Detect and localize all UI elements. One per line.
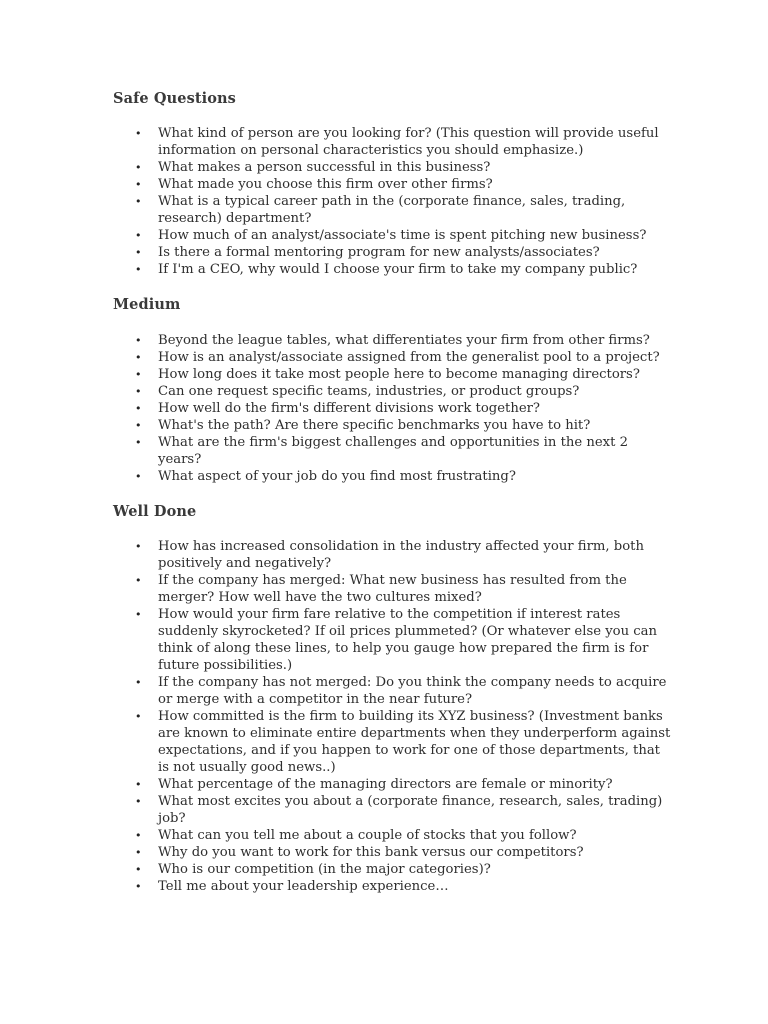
- list-item: • How would your firm fare relative to the competition if interest rates suddenly skyrocketed? If oil prices plummeted? (Or whatever else you can think of along these lines, to help you gauge how prepared the firm is for future possibilities.): [135, 607, 658, 673]
- list-item: • How long does it take most people here to become managing directors?: [135, 367, 640, 382]
- bullet-icon: •: [135, 385, 142, 398]
- bullet-icon: •: [135, 368, 142, 381]
- bullet-icon: •: [135, 229, 142, 242]
- list-item: • Can one request specific teams, industries, or product groups?: [135, 384, 580, 399]
- list-item: • If I'm a CEO, why would I choose your firm to take my company public?: [135, 262, 638, 277]
- list-item: • If the company has merged: What new business has resulted from the merger? How well have the two cultures mixed?: [135, 573, 627, 605]
- bullet-icon: •: [135, 402, 142, 415]
- bullet-icon: •: [135, 470, 142, 483]
- section-heading-medium: Medium: [113, 296, 181, 313]
- bullet-icon: •: [135, 127, 142, 140]
- safe-questions-list: [113, 125, 673, 278]
- list-item: • Tell me about your leadership experience…: [135, 879, 449, 894]
- bullet-icon: •: [135, 161, 142, 174]
- bullet-icon: •: [135, 778, 142, 791]
- list-item: • What percentage of the managing directors are female or minority?: [135, 777, 613, 792]
- list-item: • How well do the firm's different divisions work together?: [135, 401, 540, 416]
- well-done-questions-list: [113, 538, 673, 895]
- bullet-icon: •: [135, 351, 142, 364]
- bullet-icon: •: [135, 676, 142, 689]
- bullet-icon: •: [135, 540, 142, 553]
- bullet-icon: •: [135, 246, 142, 259]
- bullet-icon: •: [135, 863, 142, 876]
- list-item: • Why do you want to work for this bank versus our competitors?: [135, 845, 584, 860]
- section-heading-safe-questions: Safe Questions: [113, 90, 236, 107]
- list-item: • If the company has not merged: Do you think the company needs to acquire or merge with a competitor in the near future?: [135, 675, 667, 707]
- list-item: • How is an analyst/associate assigned from the generalist pool to a project?: [135, 350, 660, 365]
- medium-questions-list: [113, 332, 673, 485]
- bullet-icon: •: [135, 263, 142, 276]
- list-item: • Who is our competition (in the major categories)?: [135, 862, 491, 877]
- bullet-icon: •: [135, 178, 142, 191]
- list-item: • How much of an analyst/associate's time is spent pitching new business?: [135, 228, 647, 243]
- list-item: • Beyond the league tables, what differentiates your firm from other firms?: [135, 333, 650, 348]
- list-item: • What aspect of your job do you find most frustrating?: [135, 469, 516, 484]
- list-item: • Is there a formal mentoring program for new analysts/associates?: [135, 245, 600, 260]
- list-item: • What most excites you about a (corporate finance, research, sales, trading) job?: [135, 794, 663, 826]
- bullet-icon: •: [135, 419, 142, 432]
- bullet-icon: •: [135, 608, 142, 621]
- bullet-icon: •: [135, 436, 142, 449]
- bullet-icon: •: [135, 880, 142, 893]
- list-item: • What makes a person successful in this business?: [135, 160, 491, 175]
- list-item: • How committed is the firm to building its XYZ business? (Investment banks are known to eliminate entire departments when they underperform against expectations, and if you happen to work for one of those departments, that is not usually good news..): [135, 709, 671, 775]
- bullet-icon: •: [135, 795, 142, 808]
- list-item: • What made you choose this firm over other firms?: [135, 177, 493, 192]
- list-item: • What is a typical career path in the (corporate finance, sales, trading, research) department?: [135, 194, 626, 226]
- list-item: • What kind of person are you looking for? (This question will provide useful information on personal characteristics you should emphasize.): [135, 126, 659, 158]
- bullet-icon: •: [135, 829, 142, 842]
- bullet-icon: •: [135, 195, 142, 208]
- list-item: • How has increased consolidation in the industry affected your firm, both positively and negatively?: [135, 539, 644, 571]
- section-heading-well-done: Well Done: [113, 503, 197, 520]
- bullet-icon: •: [135, 574, 142, 587]
- bullet-icon: •: [135, 846, 142, 859]
- bullet-icon: •: [135, 334, 142, 347]
- list-item: • What's the path? Are there specific benchmarks you have to hit?: [135, 418, 591, 433]
- list-item: • What are the firm's biggest challenges and opportunities in the next 2 years?: [135, 435, 628, 467]
- bullet-icon: •: [135, 710, 142, 723]
- list-item: • What can you tell me about a couple of stocks that you follow?: [135, 828, 577, 843]
